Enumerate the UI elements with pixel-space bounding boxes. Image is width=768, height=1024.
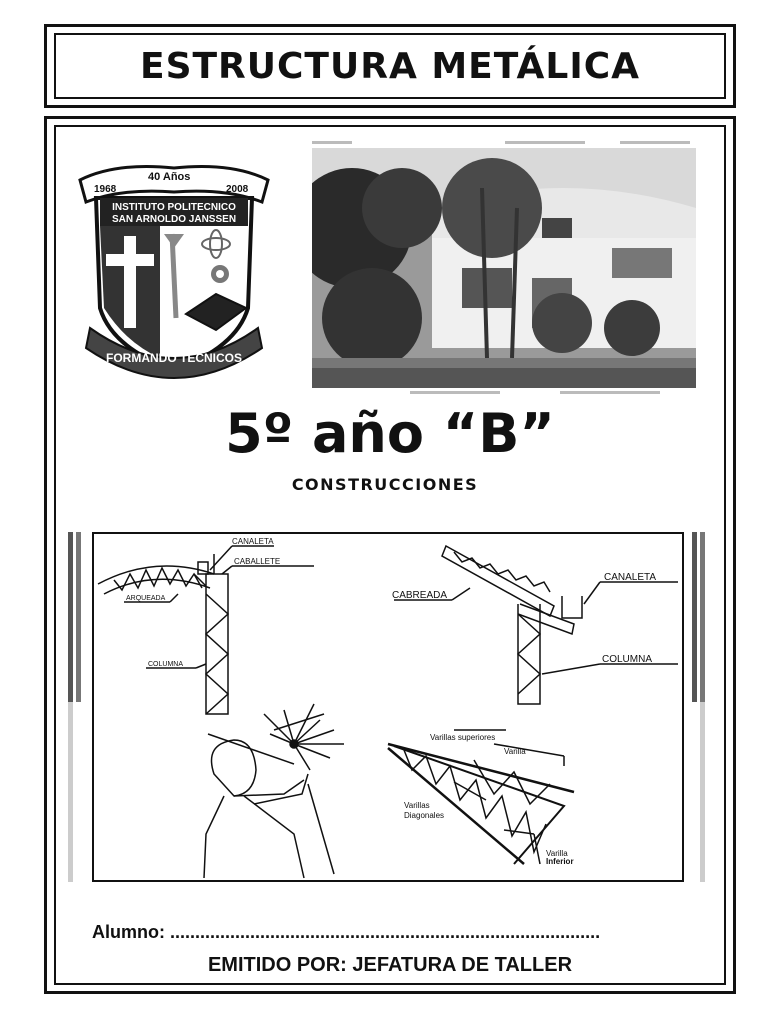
side-bar-dark <box>700 532 705 702</box>
crest-year-end: 2008 <box>226 184 249 195</box>
crest-motto: FORMANDO TÉCNICOS <box>106 351 242 365</box>
deco-bar <box>505 141 585 144</box>
label-columna-left: COLUMNA <box>148 661 184 668</box>
crest-institution-line2: SAN ARNOLDO JANSSEN <box>111 214 237 225</box>
technical-drawings-panel <box>92 532 684 882</box>
specialty-subtitle: CONSTRUCCIONES <box>291 475 479 494</box>
document-title: ESTRUCTURA METÁLICA <box>139 45 640 87</box>
label-canaleta-right: CANALETA <box>604 572 657 583</box>
side-bar-light <box>700 702 705 882</box>
school-crest-logo <box>76 158 272 388</box>
side-bar-dark <box>76 532 81 702</box>
student-name-row <box>92 922 692 943</box>
deco-bar <box>410 391 500 394</box>
label-cabreada: CABREADA <box>392 590 448 601</box>
label-varillas-diagonales-1: Varillas <box>404 801 430 810</box>
label-canaleta-left: CANALETA <box>232 537 274 546</box>
label-arqueada: ARQUEADA <box>126 595 166 602</box>
side-bar-dark <box>692 532 697 702</box>
side-bar-light <box>68 702 73 882</box>
title-box <box>54 33 726 99</box>
crest-year-start: 1968 <box>94 184 117 195</box>
grade-title: 5º año “B” <box>225 402 555 465</box>
deco-bar <box>312 141 352 144</box>
deco-bar <box>620 141 690 144</box>
issued-by: EMITIDO POR: JEFATURA DE TALLER <box>207 954 573 976</box>
student-name-line[interactable]: ...................................................................................... <box>170 922 601 942</box>
label-varilla-inferior-2: Inferior <box>546 857 574 866</box>
label-varillas-diagonales-2: Diagonales <box>404 811 445 820</box>
side-bar-dark <box>68 532 73 702</box>
label-varilla: Varilla <box>504 747 526 756</box>
gutter-shape <box>562 596 582 618</box>
cross-icon <box>124 236 136 328</box>
label-varillas-superiores: Varillas superiores <box>430 733 496 742</box>
label-caballete: CABALLETE <box>234 557 281 566</box>
label-columna-right: COLUMNA <box>602 654 653 665</box>
crest-institution-line1: INSTITUTO POLITECNICO <box>112 202 236 213</box>
student-label: Alumno: <box>92 922 165 942</box>
label-varilla-inferior-1: Varilla <box>546 849 568 858</box>
welder-body <box>204 796 224 878</box>
school-building-photo <box>312 148 696 388</box>
technical-drawings <box>94 534 682 880</box>
deco-bar <box>560 391 660 394</box>
crest-anniversary: 40 Años <box>148 171 191 183</box>
